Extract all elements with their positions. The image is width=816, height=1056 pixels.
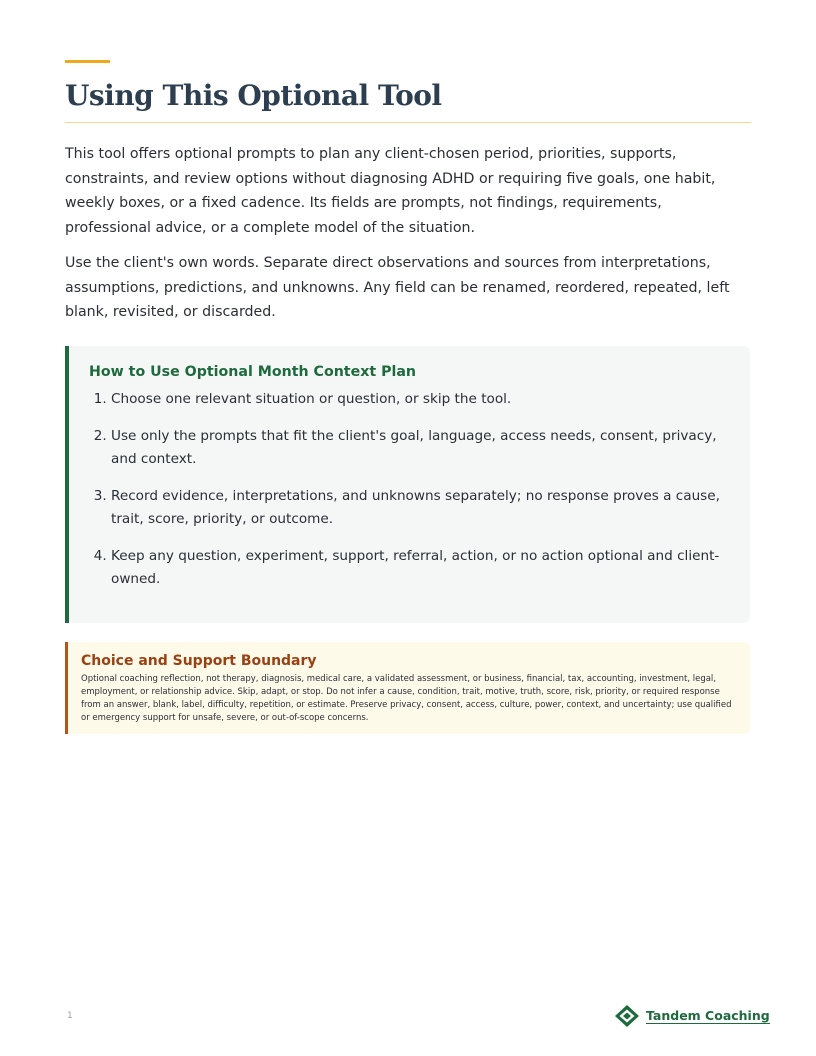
how-to-panel	[65, 346, 750, 623]
page-title: Using This Optional Tool	[65, 79, 442, 112]
intro-paragraph: This tool offers optional prompts to plan any client-chosen period, priorities, supports, constraints, and review options without diagnosing ADHD or requiring five goals, one habit, weekly boxes, or a fixed cadence. Its fields are prompts, not findings, requirements, professional advice, or a complete model of the situation.	[65, 146, 716, 236]
brand-logo	[614, 1004, 770, 1028]
how-to-heading: How to Use Optional Month Context Plan	[89, 364, 417, 380]
how-to-step: 1. Choose one relevant situation or question, or skip the tool.	[111, 388, 730, 411]
how-to-step: 4. Keep any question, experiment, support, referral, action, or no action optional and client-owned.	[111, 545, 730, 591]
boundary-callout	[65, 642, 750, 734]
how-to-step: 2. Use only the prompts that fit the client's goal, language, access needs, consent, privacy, and context.	[111, 425, 730, 471]
title-divider	[65, 122, 751, 123]
title-accent-bar	[65, 60, 110, 63]
how-to-step: 3. Record evidence, interpretations, and unknowns separately; no response proves a cause, trait, score, priority, or outcome.	[111, 485, 730, 531]
boundary-heading: Choice and Support Boundary	[81, 653, 317, 669]
boundary-text: Optional coaching reflection, not therapy, diagnosis, medical care, a validated assessment, or business, financial, tax, accounting, investment, legal, employment, or relationship advice. Skip, adapt, or stop. Do not infer a cause, condition, trait, motive, truth, score, risk, priority, or required response from an answer, blank, label, difficulty, repetition, or estimate. Preserve privacy, consent, access, culture, power, context, and uncertainty; use qualified or emergency support for unsafe, severe, or out-of-scope concerns.	[81, 674, 732, 723]
intro-paragraph: Use the client's own words. Separate direct observations and sources from interpretations, assumptions, predictions, and unknowns. Any field can be renamed, reordered, repeated, left blank, revisited, or discarded.	[65, 255, 730, 320]
brand-name: Tandem Coaching	[646, 1008, 770, 1023]
diamond-logo-icon	[614, 1004, 640, 1028]
intro-section	[65, 142, 751, 336]
page-number: 1	[67, 1011, 73, 1021]
how-to-steps	[89, 388, 730, 591]
